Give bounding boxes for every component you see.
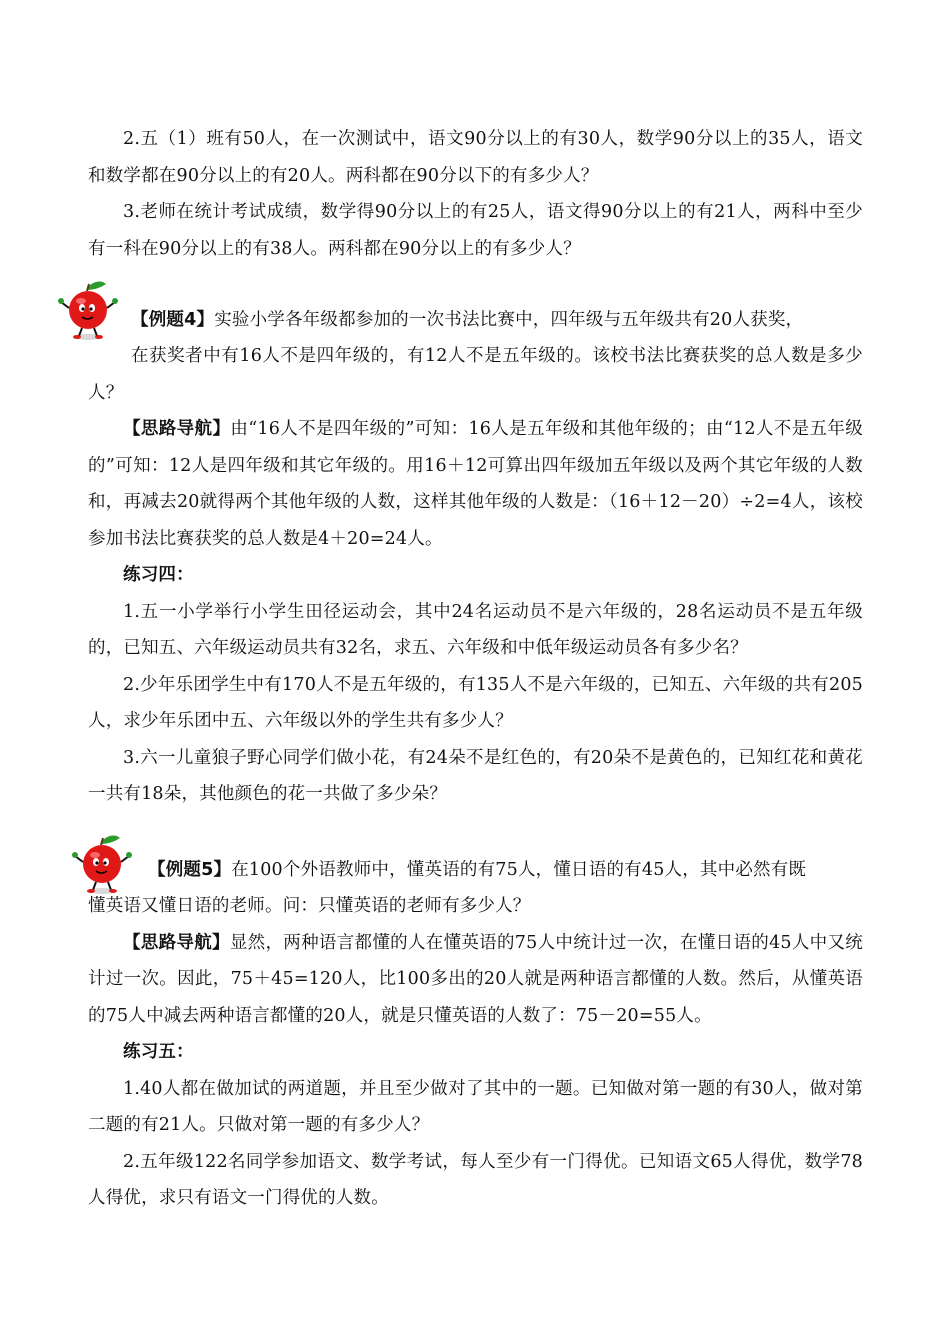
example4-hint — [88, 411, 863, 557]
example5-hint-label: 【思路导航】 — [123, 932, 230, 953]
example5-hint-text: 显然，两种语言都懂的人在懂英语的75人中统计过一次，在懂日语的45人中又统计过一次。因此，75＋45=120人，比100多出的20人就是两种语言都懂的人数。然后，从懂英语的75人中减去两种语言都懂的20人，就是只懂英语的人数了：75－20=55人。 — [88, 932, 863, 1026]
example4-hint-label: 【思路导航】 — [123, 419, 231, 439]
example4-section — [88, 338, 863, 813]
practice5-item-1: 1.40人都在做加试的两道题，并且至少做对了其中的一题。已知做对第一题的有30人，做对第二题的有21人。只做对第一题的有多少人？ — [88, 1078, 863, 1135]
example4-rest: 在获奖者中有16人不是四年级的，有12人不是五年级的。该校书法比赛获奖的总人数是多少人？ — [88, 346, 863, 403]
practice3-item-2: 2.五（1）班有50人，在一次测试中，语文90分以上的有30人，数学90分以上的35人，语文和数学都在90分以上的有20人。两科都在90分以下的有多少人？ — [88, 129, 863, 186]
example5-hint — [88, 925, 863, 1035]
practice3-section — [88, 121, 863, 267]
practice4-item-2: 2.少年乐团学生中有170人不是五年级的，有135人不是六年级的，已知五、六年级的共有205人，求少年乐团中五、六年级以外的学生共有多少人？ — [88, 674, 863, 731]
example5-first-line — [148, 852, 806, 889]
apple-mascot-icon — [70, 832, 134, 896]
practice5-item-2: 2.五年级122名同学参加语文、数学考试，每人至少有一门得优。已知语文65人得优，数学78人得优，求只有语文一门得优的人数。 — [88, 1151, 863, 1208]
example4-first-line — [131, 302, 803, 339]
example4-label: 【例题4】 — [131, 310, 215, 330]
practice3-item-3: 3.老师在统计考试成绩，数学得90分以上的有25人，语文得90分以上的有21人，两科中至少有一科在90分以上的有38人。两科都在90分以上的有多少人？ — [88, 202, 863, 259]
example5-label: 【例题5】 — [148, 860, 232, 880]
practice4-item-3: 3.六一儿童狼子野心同学们做小花，有24朵不是红色的，有20朵不是黄色的，已知红花和黄花一共有18朵，其他颜色的花一共做了多少朵？ — [88, 747, 863, 804]
example4-first-text: 实验小学各年级都参加的一次书法比赛中，四年级与五年级共有20人获奖， — [214, 310, 804, 330]
practice4-title: 练习四： — [123, 565, 194, 585]
practice4-item-1: 1.五一小学举行小学生田径运动会，其中24名运动员不是六年级的，28名运动员不是五年级的，已知五、六年级运动员共有32名，求五、六年级和中低年级运动员各有多少名？ — [88, 601, 863, 658]
example5-section — [88, 888, 863, 1217]
apple-mascot-icon — [56, 278, 120, 342]
practice5-title: 练习五： — [123, 1042, 194, 1062]
example4-hint-text: 由“16人不是四年级的”可知：16人是五年级和其他年级的；由“12人不是五年级的”可知：12人是四年级和其它年级的。用16＋12可算出四年级加五年级以及两个其它年级的人数和，再减去20就得两个其他年级的人数，这样其他年级的人数是：（16＋12－20）÷2=4人，该校参加书法比赛获奖的总人数是4＋20=24人。 — [88, 419, 863, 549]
example5-first-text: 在100个外语教师中，懂英语的有75人，懂日语的有45人，其中必然有既 — [231, 860, 807, 880]
example5-rest: 懂英语又懂日语的老师。问：只懂英语的老师有多少人？ — [88, 896, 531, 916]
